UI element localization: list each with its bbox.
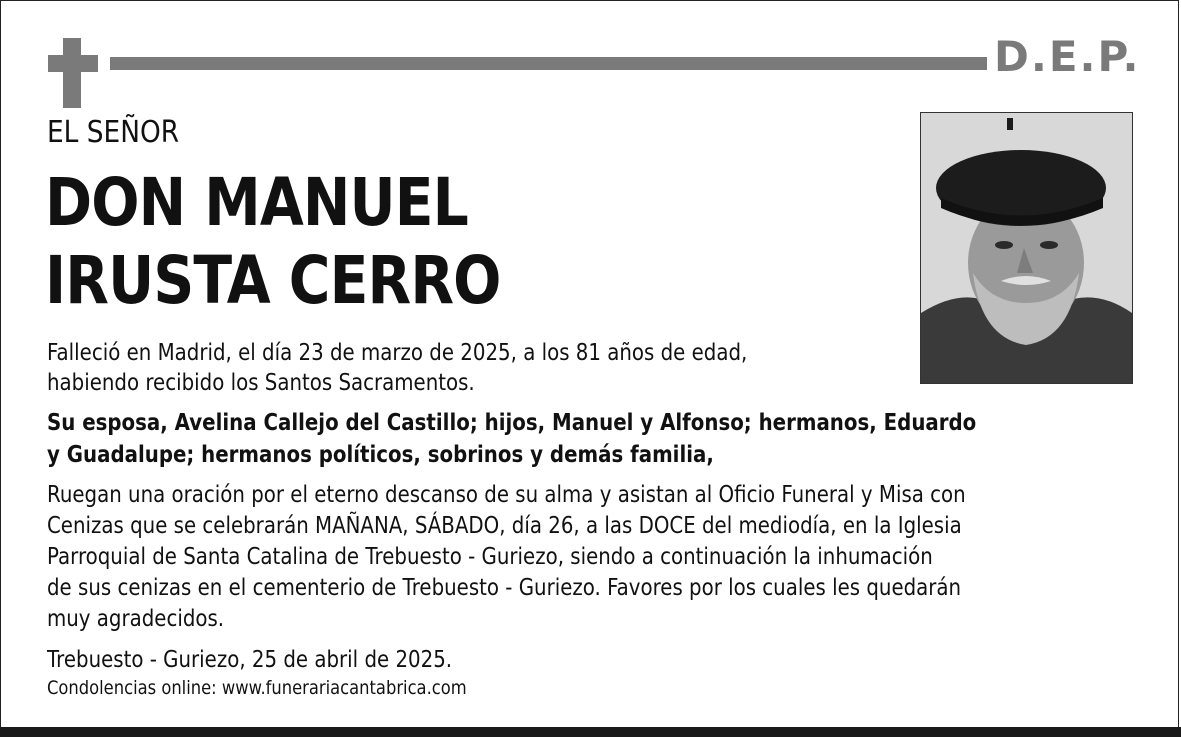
request-line-1: Ruegan una oración por el eterno descanso de su alma y asistan al Oficio Funeral y Misa con <box>47 482 966 508</box>
request-line-3: Parroquial de Santa Catalina de Trebuesto - Guriezo, siendo a continuación la inhumación <box>47 544 933 570</box>
portrait-illustration <box>921 113 1132 383</box>
header-rule <box>110 57 987 70</box>
bottom-rule <box>0 727 1181 737</box>
deceased-name-line-2: IRUSTA CERRO <box>45 242 501 319</box>
cross-icon <box>63 38 81 108</box>
request-line-5: muy agradecidos. <box>47 606 225 632</box>
deceased-name-line-1: DON MANUEL <box>45 164 468 241</box>
request-line-4: de sus cenizas en el cementerio de Trebuesto - Guriezo. Favores por los cuales les quedarán <box>47 575 962 601</box>
place-date: Trebuesto - Guriezo, 25 de abril de 2025. <box>47 647 453 673</box>
request-line-2: Cenizas que se celebrarán MAÑANA, SÁBADO, día 26, a las DOCE del mediodía, en la Iglesia <box>47 513 962 539</box>
honorific: EL SEÑOR <box>47 115 180 150</box>
condolences-link[interactable]: Condolencias online: www.funerariacantabrica.com <box>47 677 467 699</box>
portrait-photo <box>920 112 1133 384</box>
family-line-1: Su esposa, Avelina Callejo del Castillo; hijos, Manuel y Alfonso; hermanos, Eduardo <box>47 410 977 436</box>
death-line-1: Falleció en Madrid, el día 23 de marzo de 2025, a los 81 años de edad, <box>47 340 748 366</box>
death-line-2: habiendo recibido los Santos Sacramentos. <box>47 370 475 396</box>
cross-icon-bar <box>48 55 98 72</box>
dep-label: D.E.P. <box>994 32 1141 81</box>
family-line-2: y Guadalupe; hermanos políticos, sobrinos y demás familia, <box>47 442 714 468</box>
